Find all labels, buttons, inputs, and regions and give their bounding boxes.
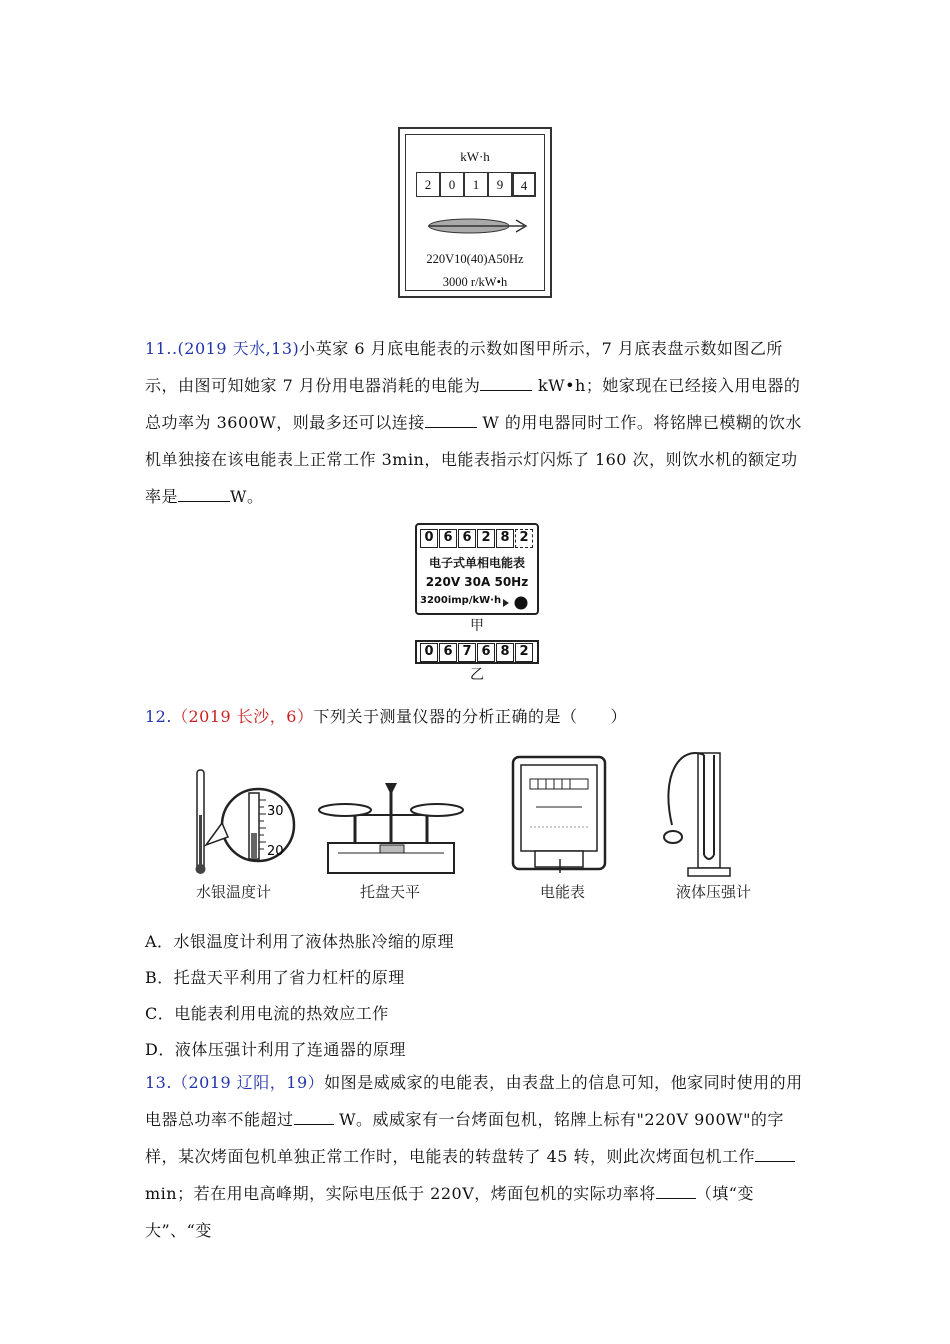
question-13 xyxy=(145,1064,810,1249)
rotating-disc-icon xyxy=(424,213,534,239)
answer-blank[interactable] xyxy=(425,411,477,428)
question-source: （2019 长沙，6） xyxy=(171,707,314,726)
meter-digit: 8 xyxy=(496,643,514,662)
instrument-label: 水银温度计 xyxy=(196,883,272,901)
meter-digit: 6 xyxy=(439,529,457,548)
meter-spec-constant: 3000 r/kW•h xyxy=(442,275,508,289)
question-number: 11.. xyxy=(145,339,178,358)
option-d[interactable]: D．液体压强计利用了连通器的原理 xyxy=(145,1040,406,1059)
answer-blank[interactable] xyxy=(480,374,532,391)
figure-caption-yi: 乙 xyxy=(470,667,484,683)
meter-digits xyxy=(420,643,534,662)
question-text: （填“变 大”、“变 xyxy=(145,1184,754,1240)
question-text: 小英家 6 月底电能表的示数如图甲所示，7 月底表盘示数如图乙所示，由图可知她家 7 月份用电器消耗的电能为 xyxy=(145,339,783,395)
meter-digit: 7 xyxy=(458,643,476,662)
energy-meter-figure-1 xyxy=(398,127,552,298)
question-text: min；若在用电高峰期，实际电压低于 220V，烤面包机的实际功率将 xyxy=(145,1184,656,1203)
figure-caption-jia: 甲 xyxy=(470,618,484,634)
thermometer-tick-label: 30 xyxy=(267,804,284,819)
meter-digit: 0 xyxy=(420,529,438,548)
meter-spec-rating: 220V10(40)A50Hz xyxy=(426,252,524,266)
option-a[interactable]: A．水银温度计利用了液体热胀冷缩的原理 xyxy=(145,932,455,951)
instrument-label: 托盘天平 xyxy=(360,883,421,901)
meter-digit: 2 xyxy=(477,529,495,548)
energy-meter-icon xyxy=(513,757,605,873)
question-source: （2019 辽阳，19） xyxy=(171,1073,325,1092)
meter-digit: 6 xyxy=(439,643,457,662)
question-number: 12. xyxy=(145,707,172,726)
meter-digit: 6 xyxy=(477,643,495,662)
meter-digit: 0 xyxy=(420,643,438,662)
meter-digit-decimal: 2 xyxy=(515,643,533,662)
question-text: 下列关于测量仪器的分析正确的是（ ） xyxy=(313,707,627,726)
answer-blank[interactable] xyxy=(755,1145,795,1162)
meter-digit-decimal: 2 xyxy=(515,529,533,548)
meter-digit-decimal: 4 xyxy=(512,172,536,197)
meter-digit: 2 xyxy=(416,172,440,197)
liquid-pressure-gauge-icon xyxy=(664,753,730,876)
answer-blank[interactable] xyxy=(656,1182,696,1199)
meter-digit: 0 xyxy=(440,172,464,197)
instrument-label: 液体压强计 xyxy=(676,883,752,901)
question-text: W。 xyxy=(230,487,264,506)
question-source: (2019 天水,13) xyxy=(177,339,300,358)
question-text: W。威威家有一台烤面包机，铭牌上标有"220V 900W"的字样，某次烤面包机单独正常工作时，电能表的转盘转了 45 转，则此次烤面包机工作 xyxy=(145,1110,784,1166)
question-text: W 的用电器同时工作。将铭牌已模糊的饮水机单独接在该电能表上正常工作 3min，电能表指示灯闪烁了 160 次，则饮水机的额定功率是 xyxy=(145,413,802,506)
meter-digit: 8 xyxy=(496,529,514,548)
tray-balance-icon xyxy=(319,783,463,873)
meter-digit: 6 xyxy=(458,529,476,548)
instrument-label: 电能表 xyxy=(540,883,586,901)
energy-meter-figure-yi xyxy=(415,640,539,664)
meter-title: 电子式单相电能表 xyxy=(428,556,525,570)
option-b[interactable]: B．托盘天平利用了省力杠杆的原理 xyxy=(145,968,405,987)
question-number: 13. xyxy=(145,1073,172,1092)
meter-digits xyxy=(420,529,534,548)
answer-blank[interactable] xyxy=(178,485,230,502)
question-11 xyxy=(145,330,810,515)
meter-digits xyxy=(416,172,536,197)
meter-unit: kW·h xyxy=(460,149,490,164)
indicator-light-icon xyxy=(503,595,533,611)
question-text: 如图是威威家的电能表，由表盘上的信息可知，他家同时使用的用电器总功率不能超过 xyxy=(145,1073,803,1129)
answer-blank[interactable] xyxy=(294,1108,334,1125)
meter-digit: 9 xyxy=(488,172,512,197)
meter-imp-constant: 3200imp/kW·h xyxy=(420,595,502,606)
energy-meter-figure-jia xyxy=(415,523,539,615)
question-12 xyxy=(145,698,810,735)
measuring-instruments-figure xyxy=(180,745,780,880)
thermometer-tick-label: 20 xyxy=(267,844,284,859)
meter-digit: 1 xyxy=(464,172,488,197)
meter-spec: 220V 30A 50Hz xyxy=(425,575,529,589)
option-c[interactable]: C．电能表利用电流的热效应工作 xyxy=(145,1004,389,1023)
mercury-thermometer-icon xyxy=(196,770,295,874)
question-text: kW•h；她家现在已经接入用电器的总功率为 3600W，则最多还可以连接 xyxy=(145,376,801,432)
